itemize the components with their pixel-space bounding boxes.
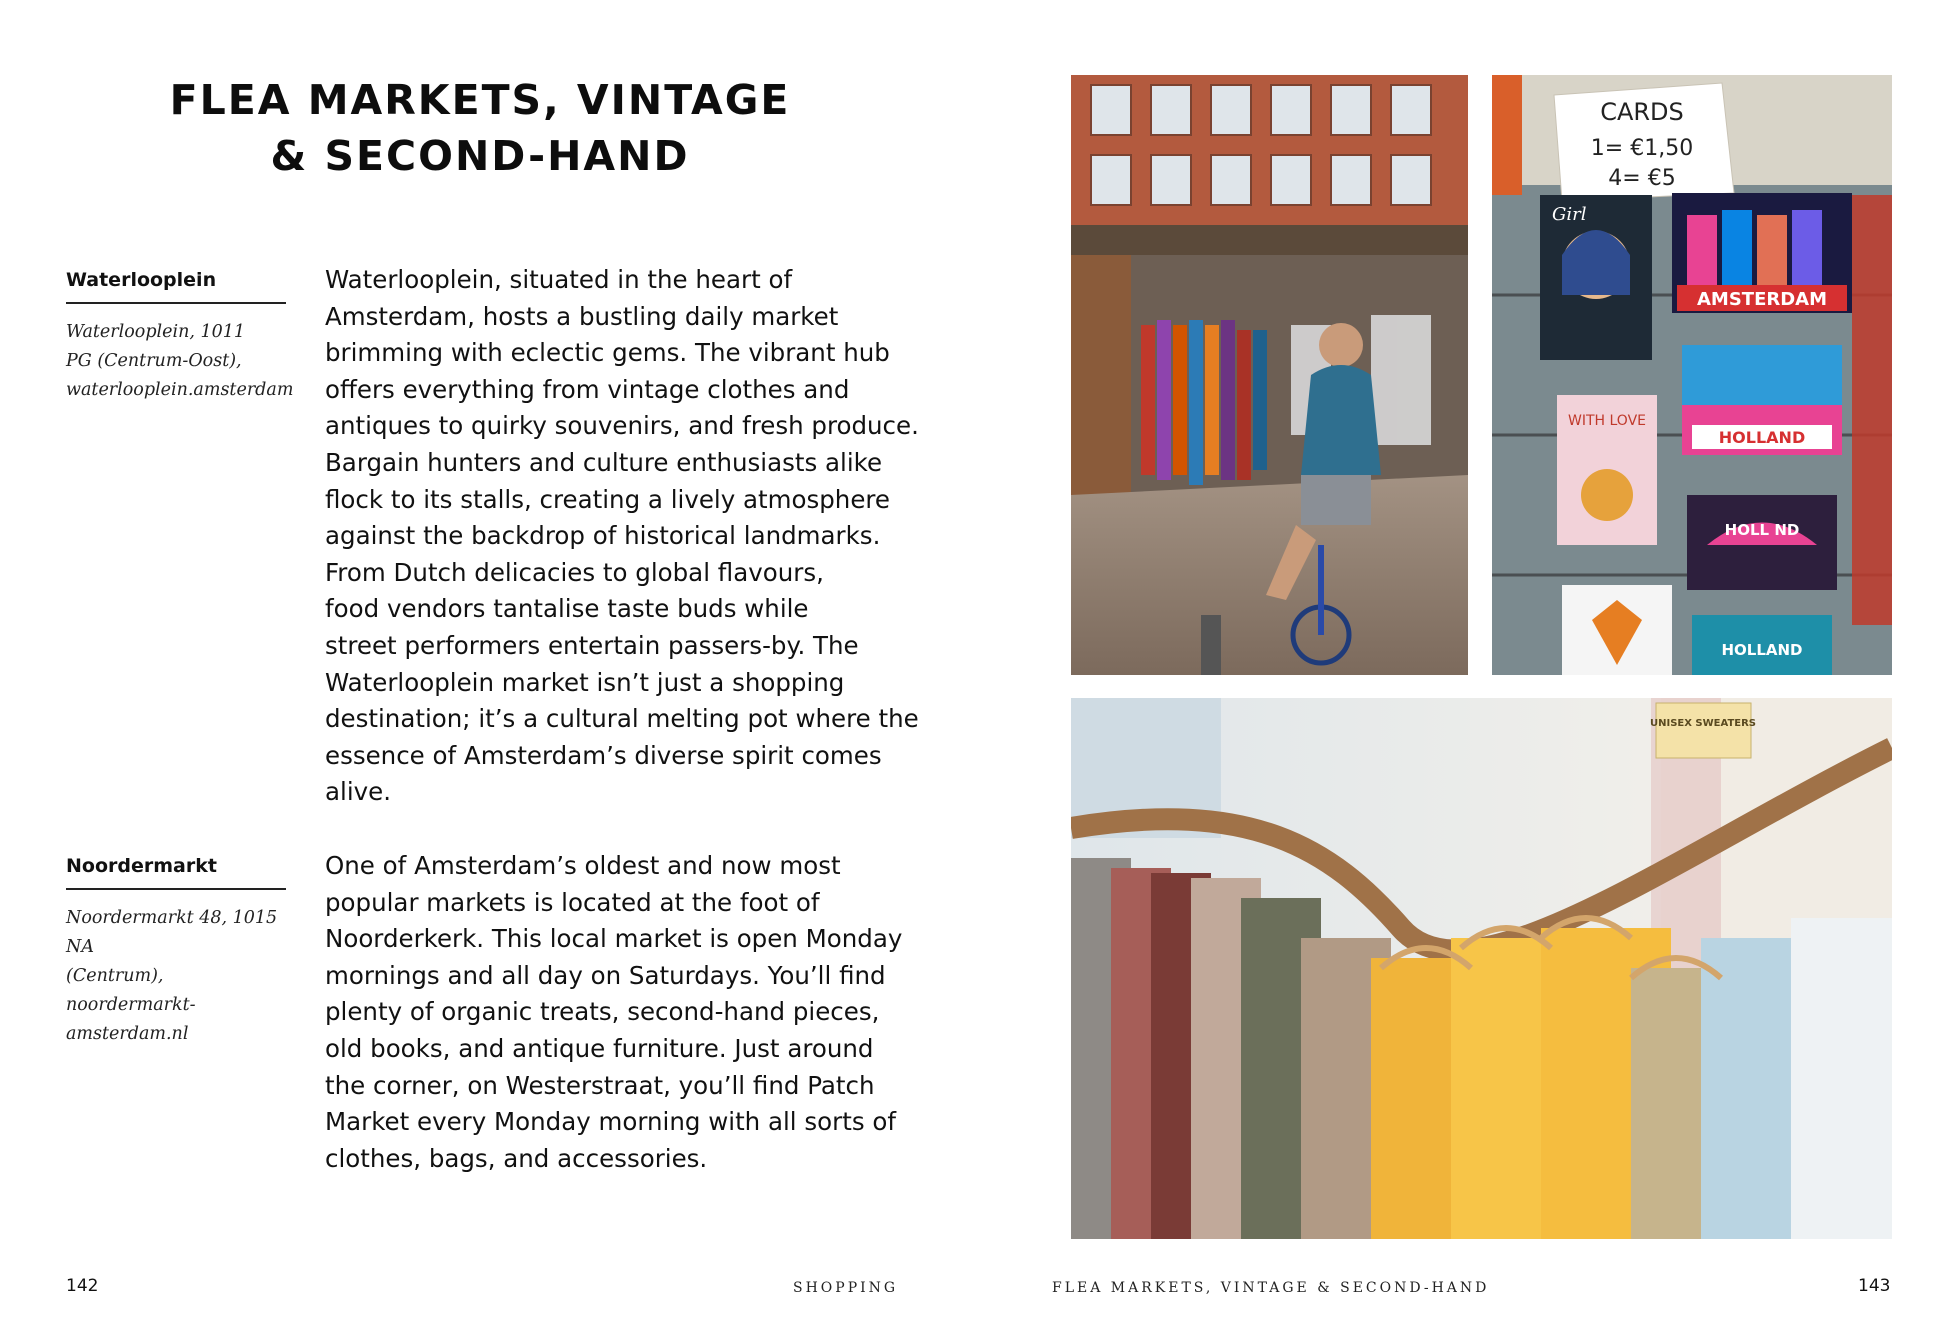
- cards-sign: [1554, 83, 1734, 201]
- card-holland-1: HOLLAND: [1718, 428, 1806, 447]
- right-page-number: 143: [1858, 1276, 1891, 1296]
- body-line: food vendors tantalise taste buds while: [325, 594, 809, 624]
- body-line: Waterlooplein, situated in the heart of: [325, 265, 793, 294]
- body-line: street performers entertain passers-by. The: [325, 630, 859, 660]
- entry-address-noordermarkt: [66, 904, 296, 1049]
- address-line: (Centrum), noordermarkt-: [66, 966, 196, 1015]
- photo-clothes-rack: [1071, 698, 1892, 1239]
- card-with-love: WITH LOVE: [1568, 413, 1646, 429]
- body-line: offers everything from vintage clothes and: [325, 374, 850, 404]
- body-line: alive.: [325, 777, 391, 807]
- left-running-head: SHOPPING: [793, 1280, 899, 1296]
- body-line: plenty of organic treats, second-hand pieces,: [325, 997, 880, 1027]
- body-line: the corner, on Westerstraat, you’ll find Patch: [325, 1070, 875, 1100]
- body-line: One of Amsterdam’s oldest and now most: [325, 851, 841, 880]
- body-line: flock to its stalls, creating a lively atmosphere: [325, 484, 891, 514]
- photo-postcards: [1492, 75, 1892, 675]
- left-page-number: 142: [66, 1276, 99, 1296]
- body-line: Market every Monday morning with all sorts of: [325, 1107, 897, 1137]
- page-title-line: & SECOND-HAND: [270, 132, 690, 180]
- entry-body-noordermarkt: [325, 848, 925, 1177]
- entry-name-waterlooplein: Waterlooplein: [66, 269, 286, 304]
- body-line: mornings and all day on Saturdays. You’ll find: [325, 960, 886, 990]
- body-line: clothes, bags, and accessories.: [325, 1143, 708, 1173]
- photo-market-street: [1071, 75, 1468, 675]
- cards-sign-line2: 1= €1,50: [1590, 136, 1694, 161]
- body-line: antiques to quirky souvenirs, and fresh produce.: [325, 411, 919, 441]
- entry-name-noordermarkt: Noordermarkt: [66, 855, 286, 890]
- body-line: essence of Amsterdam’s diverse spirit comes: [325, 740, 882, 770]
- page-title: [160, 72, 800, 184]
- entry-body-waterlooplein: [325, 262, 925, 811]
- body-line: destination; it’s a cultural melting pot where the: [325, 704, 919, 734]
- card-amsterdam: AMSTERDAM: [1696, 289, 1828, 310]
- card-holland-2: HOLL ND: [1724, 521, 1800, 539]
- address-line: Waterlooplein, 1011: [66, 322, 246, 342]
- card-holland-3: HOLLAND: [1721, 641, 1803, 659]
- body-line: Bargain hunters and culture enthusiasts alike: [325, 447, 883, 477]
- body-line: Waterlooplein market isn’t just a shopping: [325, 667, 845, 697]
- body-line: From Dutch delicacies to global flavours,: [325, 557, 824, 587]
- body-line: Amsterdam, hosts a bustling daily market: [325, 301, 839, 331]
- address-line: Noordermarkt 48, 1015 NA: [66, 908, 278, 957]
- body-line: popular markets is located at the foot of: [325, 887, 820, 917]
- cards-sign-line1: CARDS: [1600, 98, 1684, 126]
- body-line: Noorderkerk. This local market is open Monday: [325, 924, 903, 954]
- unisex-sweaters-sign: [1650, 703, 1756, 758]
- address-line: waterlooplein.amsterdam: [66, 380, 294, 400]
- page-title-line: FLEA MARKETS, VINTAGE: [169, 76, 791, 124]
- address-line: amsterdam.nl: [66, 1024, 189, 1044]
- cards-sign-line3: 4= €5: [1608, 166, 1676, 191]
- card-girl: Girl: [1552, 204, 1587, 225]
- entry-address-waterlooplein: [66, 318, 296, 405]
- body-line: brimming with eclectic gems. The vibrant hub: [325, 338, 890, 368]
- unisex-sweaters-text: UNISEX SWEATERS: [1649, 718, 1757, 729]
- body-line: old books, and antique furniture. Just around: [325, 1033, 874, 1063]
- right-running-head: FLEA MARKETS, VINTAGE & SECOND-HAND: [1052, 1280, 1490, 1296]
- address-line: PG (Centrum-Oost),: [66, 351, 242, 371]
- body-line: against the backdrop of historical landmarks.: [325, 521, 881, 551]
